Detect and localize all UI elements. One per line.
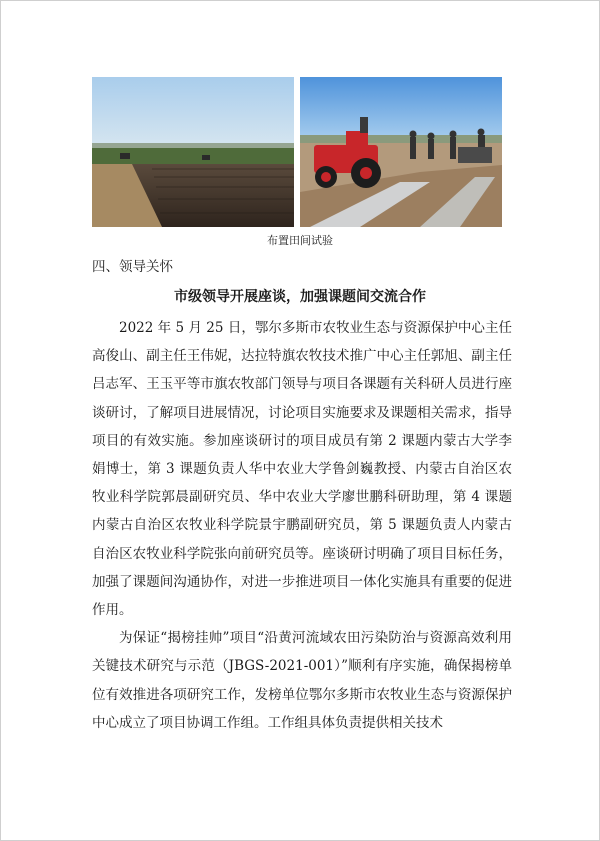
field-photo [92,77,294,227]
article-title: 市级领导开展座谈，加强课题间交流合作 [174,289,426,305]
photo-figure [92,77,502,227]
tractor-photo [300,77,502,227]
figure-caption: 布置田间试验 [267,234,333,247]
paragraph: 为保证“揭榜挂帅”项目“沿黄河流域农田污染防治与资源高效利用关键技术研究与示范（JBGS-2021-001）”顺利有序实施，确保揭榜单位有效推进各项研究工作，发榜单位鄂尔多斯市农牧业生态与资源保护中心成立了项目协调工作组。工作组具体负责提供相关技术 [92,630,512,731]
field-photo-image [92,77,294,227]
tractor-photo-image [300,77,502,227]
article-body [92,314,512,737]
section-heading: 四、领导关怀 [92,259,173,275]
paragraph: 2022 年 5 月 25 日，鄂尔多斯市农牧业生态与资源保护中心主任高俊山、副主任王伟妮，达拉特旗农牧技术推广中心主任郭旭、副主任吕志军、王玉平等市旗农牧部门领导与项目各课题有关科研人员进行座谈研讨，了解项目进展情况，讨论项目实施要求及课题相关需求，指导项目的有效实施。参加座谈研讨的项目成员有第 2 课题内蒙古大学李娟博士，第 3 课题负责人华中农业大学鲁剑巍教授、内蒙古自治区农牧业科学院郭晨副研究员、华中农业大学廖世鹏科研助理，第 4 课题内蒙古自治区农牧业科学院景宇鹏副研究员，第 5 课题负责人内蒙古自治区农牧业科学院张向前研究员等。座谈研讨明确了项目目标任务，加强了课题间沟通协作，对进一步推进项目一体化实施具有重要的促进作用。 [92,320,512,619]
